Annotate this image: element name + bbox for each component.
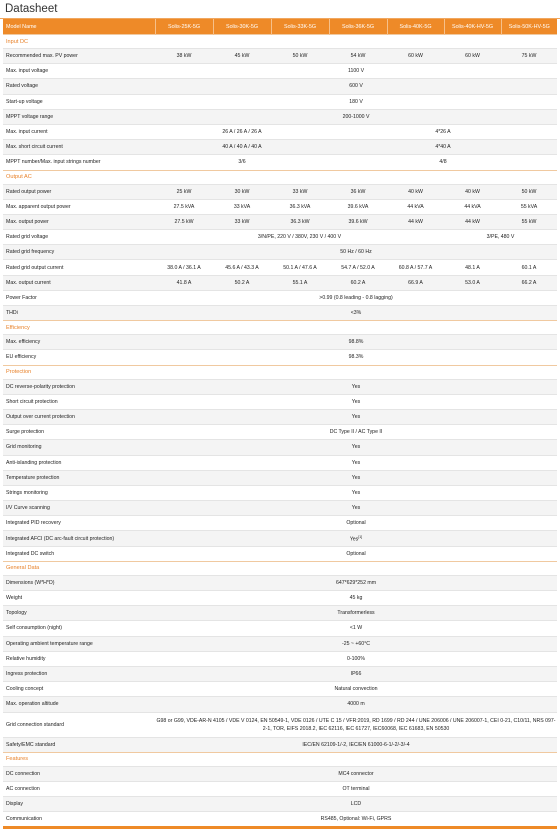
section-title: Input DC — [3, 35, 557, 49]
section-title: General Data — [3, 561, 557, 575]
table-row — [3, 199, 557, 214]
row-label: THDi — [3, 306, 155, 321]
table-row — [3, 546, 557, 561]
cell-value: 54 kW — [329, 49, 387, 64]
row-label: Integrated DC switch — [3, 546, 155, 561]
table-row — [3, 455, 557, 470]
cell-value: 44 kVA — [387, 199, 444, 214]
row-label: Power Factor — [3, 290, 155, 305]
cell-value: Yes — [155, 501, 557, 516]
cell-value: Yes — [155, 470, 557, 485]
row-label: Max. input voltage — [3, 64, 155, 79]
row-label: Rated grid output current — [3, 260, 155, 275]
table-row — [3, 485, 557, 500]
row-label: Grid monitoring — [3, 440, 155, 455]
row-label: Display — [3, 797, 155, 812]
cell-value: 66.2 A — [501, 275, 557, 290]
row-label: Max. short circuit current — [3, 140, 155, 155]
row-label: Rated output power — [3, 184, 155, 199]
table-row — [3, 440, 557, 455]
table-row — [3, 425, 557, 440]
row-label: Max. output power — [3, 214, 155, 229]
row-label: Anti-islanding protection — [3, 455, 155, 470]
cell-value: 98.8% — [155, 335, 557, 350]
row-label: Weight — [3, 591, 155, 606]
cell-value: 50.1 A / 47.6 A — [271, 260, 329, 275]
cell-value: 60 kW — [444, 49, 501, 64]
cell-value: IP66 — [155, 666, 557, 681]
row-label: Start-up voltage — [3, 94, 155, 109]
table-header-row — [3, 19, 557, 35]
table-row — [3, 124, 557, 139]
cell-value: 200-1000 V — [155, 109, 557, 124]
cell-value: 55 kW — [501, 214, 557, 229]
table-row — [3, 140, 557, 155]
cell-value: 647*629*252 mm — [155, 575, 557, 590]
header-model: Solis-33K-5G — [271, 19, 329, 35]
row-label: Safety/EMC standard — [3, 737, 155, 752]
cell-value: 50.2 A — [213, 275, 271, 290]
cell-value-text: Yes — [349, 536, 359, 543]
cell-value: OT terminal — [155, 781, 557, 796]
table-row — [3, 712, 557, 737]
row-label: Surge protection — [3, 425, 155, 440]
cell-value: Natural convection — [155, 682, 557, 697]
table-row — [3, 470, 557, 485]
row-label: MPPT voltage range — [3, 109, 155, 124]
table-row — [3, 260, 557, 275]
table-row — [3, 501, 557, 516]
cell-value: 60.1 A — [501, 260, 557, 275]
header-model: Solis-36K-5G — [329, 19, 387, 35]
cell-value: Yes — [155, 379, 557, 394]
table-row — [3, 737, 557, 752]
cell-value: 36 kW — [329, 184, 387, 199]
cell-value: 53.0 A — [444, 275, 501, 290]
table-row — [3, 335, 557, 350]
table-row — [3, 409, 557, 424]
cell-value: RS485, Optional: Wi-Fi, GPRS — [155, 812, 557, 827]
cell-value: 60.2 A — [329, 275, 387, 290]
table-row — [3, 781, 557, 796]
cell-value: 600 V — [155, 79, 557, 94]
header-model: Solis-40K-5G — [387, 19, 444, 35]
cell-value: 25 kW — [155, 184, 213, 199]
cell-value: DC Type II / AC Type II — [155, 425, 557, 440]
cell-value: 38 kW — [155, 49, 213, 64]
cell-value: Yes — [155, 394, 557, 409]
row-label: Output over current protection — [3, 409, 155, 424]
table-row — [3, 651, 557, 666]
cell-value: 1100 V — [155, 64, 557, 79]
cell-value: 180 V — [155, 94, 557, 109]
row-label: I/V Curve scanning — [3, 501, 155, 516]
cell-value: 39.6 kW — [329, 214, 387, 229]
row-label: Ingress protection — [3, 666, 155, 681]
cell-value: <3% — [155, 306, 557, 321]
table-row — [3, 812, 557, 827]
table-row — [3, 245, 557, 260]
row-label: EU efficiency — [3, 350, 155, 365]
row-label: Dimensions (W*H*D) — [3, 575, 155, 590]
cell-value: 3/6 — [155, 155, 329, 170]
cell-value: 75 kW — [501, 49, 557, 64]
header-model-name: Model Name — [3, 19, 155, 35]
cell-value: 36.3 kW — [271, 214, 329, 229]
row-label: Relative humidity — [3, 651, 155, 666]
table-row — [3, 697, 557, 712]
section-input-dc — [3, 35, 557, 49]
section-title: Protection — [3, 365, 557, 379]
row-label: Max. input current — [3, 124, 155, 139]
section-protection — [3, 365, 557, 379]
row-label: Recommended max. PV power — [3, 49, 155, 64]
row-label: Max. apparent output power — [3, 199, 155, 214]
cell-value: 3/PE, 480 V — [444, 230, 557, 245]
row-label: Communication — [3, 812, 155, 827]
section-output-ac — [3, 170, 557, 184]
table-row — [3, 275, 557, 290]
table-row — [3, 49, 557, 64]
cell-value: 45.6 A / 43.3 A — [213, 260, 271, 275]
table-row — [3, 290, 557, 305]
row-label: Operating ambient temperature range — [3, 636, 155, 651]
header-model: Solis-50K-HV-5G — [501, 19, 557, 35]
section-general-data — [3, 561, 557, 575]
row-label: Short circuit protection — [3, 394, 155, 409]
row-label: Rated grid voltage — [3, 230, 155, 245]
table-row — [3, 230, 557, 245]
table-row — [3, 636, 557, 651]
table-row — [3, 79, 557, 94]
table-row — [3, 666, 557, 681]
cell-value: 44 kW — [387, 214, 444, 229]
cell-value: 54.7 A / 52.0 A — [329, 260, 387, 275]
cell-value: 26 A / 26 A / 26 A — [155, 124, 329, 139]
cell-value: 4000 m — [155, 697, 557, 712]
cell-value: 50 kW — [271, 49, 329, 64]
cell-value: 60.8 A / 57.7 A — [387, 260, 444, 275]
row-label: DC reverse-polarity protection — [3, 379, 155, 394]
cell-value: LCD — [155, 797, 557, 812]
cell-value: Yes — [155, 455, 557, 470]
row-label: DC connection — [3, 766, 155, 781]
cell-value: 4/8 — [329, 155, 557, 170]
row-label: AC connection — [3, 781, 155, 796]
cell-value: Yes — [155, 440, 557, 455]
table-row — [3, 306, 557, 321]
header-model: Solis-30K-5G — [213, 19, 271, 35]
cell-value: 39.6 kVA — [329, 199, 387, 214]
row-label: MPPT number/Max. input strings number — [3, 155, 155, 170]
row-label: Max. output current — [3, 275, 155, 290]
cell-value: >0.99 (0.8 leading - 0.8 lagging) — [155, 290, 557, 305]
header-model: Solis-25K-5G — [155, 19, 213, 35]
page-title: Datasheet — [0, 0, 560, 19]
table-row — [3, 379, 557, 394]
cell-value: <1 W — [155, 621, 557, 636]
table-row — [3, 64, 557, 79]
cell-value: 45 kg — [155, 591, 557, 606]
cell-value: 33 kW — [213, 214, 271, 229]
table-row — [3, 350, 557, 365]
row-label: Rated voltage — [3, 79, 155, 94]
table-row — [3, 214, 557, 229]
cell-value: Yes — [155, 485, 557, 500]
row-label: Strings monitoring — [3, 485, 155, 500]
cell-value: 66.9 A — [387, 275, 444, 290]
cell-value: Optional — [155, 516, 557, 531]
cell-value: 55 kVA — [501, 199, 557, 214]
row-label: Topology — [3, 606, 155, 621]
cell-value — [155, 531, 557, 546]
cell-value: 27.5 kW — [155, 214, 213, 229]
cell-value: 60 kW — [387, 49, 444, 64]
cell-value: 0-100% — [155, 651, 557, 666]
table-row — [3, 394, 557, 409]
row-label: Max. operation altitude — [3, 697, 155, 712]
section-efficiency — [3, 321, 557, 335]
cell-value: Transformerless — [155, 606, 557, 621]
cell-value: 40 A / 40 A / 40 A — [155, 140, 329, 155]
table-row — [3, 94, 557, 109]
cell-value: 3/N/PE, 220 V / 380V, 230 V / 400 V — [155, 230, 444, 245]
header-model: Solis-40K-HV-5G — [444, 19, 501, 35]
row-label: Rated grid frequency — [3, 245, 155, 260]
section-title: Output AC — [3, 170, 557, 184]
cell-value: 44 kW — [444, 214, 501, 229]
table-row — [3, 184, 557, 199]
cell-value: 30 kW — [213, 184, 271, 199]
cell-value: 4*26 A — [329, 124, 557, 139]
row-label: Temperature protection — [3, 470, 155, 485]
row-label: Self consumption (night) — [3, 621, 155, 636]
row-label: Cooling concept — [3, 682, 155, 697]
cell-value: G98 or G99, VDE-AR-N 4105 / VDE V 0124, EN 50549-1, VDE 0126 / UTE C 15 / VFR:2019, RD 1699 / RD 244 / UNE 206006 / UNE 206007-1, CEI 0-21, C10/11, NRS 097-2-1, TOR, EIFS 2018.2, IEC 62116, IEC 61727, IEC60068, IEC 61683, EN 50530 — [155, 712, 557, 737]
table-row — [3, 109, 557, 124]
cell-value: 36.3 kVA — [271, 199, 329, 214]
cell-value: Yes — [155, 409, 557, 424]
cell-value: 27.5 kVA — [155, 199, 213, 214]
cell-value: IEC/EN 62109-1/-2, IEC/EN 61000-6-1/-2/-3/-4 — [155, 737, 557, 752]
table-row — [3, 766, 557, 781]
section-title: Features — [3, 752, 557, 766]
section-title: Efficiency — [3, 321, 557, 335]
table-row — [3, 575, 557, 590]
cell-value: 41.8 A — [155, 275, 213, 290]
cell-value: 48.1 A — [444, 260, 501, 275]
cell-value: 44 kVA — [444, 199, 501, 214]
cell-value: MC4 connector — [155, 766, 557, 781]
row-label: Max. efficiency — [3, 335, 155, 350]
cell-value: 4*40 A — [329, 140, 557, 155]
cell-value: 50 kW — [501, 184, 557, 199]
row-label: Integrated PID recovery — [3, 516, 155, 531]
cell-value: 33 kVA — [213, 199, 271, 214]
cell-value: 38.0 A / 36.1 A — [155, 260, 213, 275]
row-label: Grid connection standard — [3, 712, 155, 737]
cell-value: 50 Hz / 60 Hz — [155, 245, 557, 260]
table-row — [3, 155, 557, 170]
section-features — [3, 752, 557, 766]
table-row — [3, 606, 557, 621]
cell-value: -25 ~ +60°C — [155, 636, 557, 651]
table-row — [3, 531, 557, 546]
cell-value: Optional — [155, 546, 557, 561]
footnote-marker: [1] — [358, 534, 363, 539]
cell-value: 98.3% — [155, 350, 557, 365]
table-row — [3, 591, 557, 606]
cell-value: 55.1 A — [271, 275, 329, 290]
cell-value: 40 kW — [444, 184, 501, 199]
datasheet-table — [3, 19, 557, 826]
table-row — [3, 682, 557, 697]
cell-value: 45 kW — [213, 49, 271, 64]
table-row — [3, 621, 557, 636]
table-row — [3, 516, 557, 531]
cell-value: 33 kW — [271, 184, 329, 199]
row-label: Integrated AFCI (DC arc-fault circuit protection) — [3, 531, 155, 546]
cell-value: 40 kW — [387, 184, 444, 199]
